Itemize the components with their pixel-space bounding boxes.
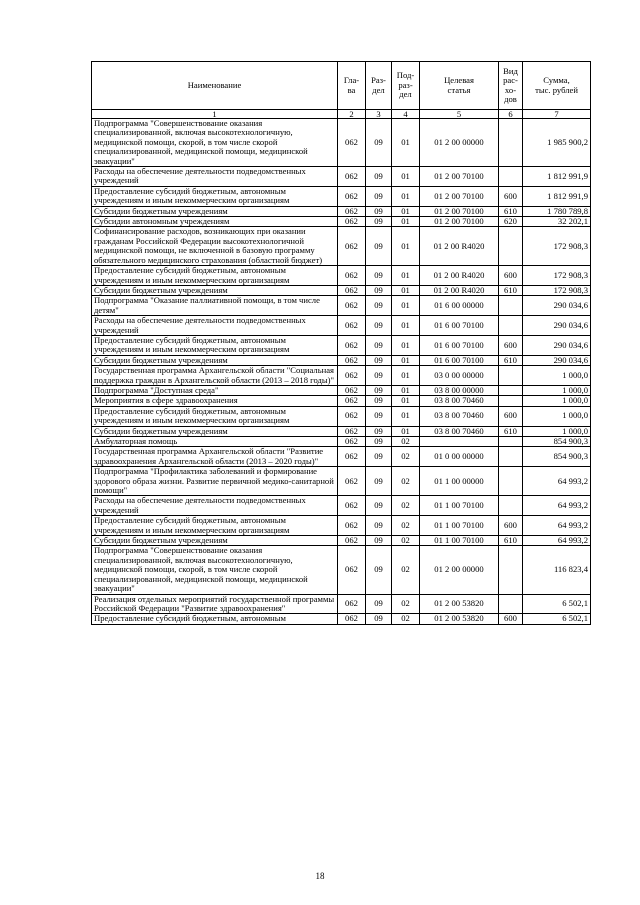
table-row bbox=[92, 355, 591, 365]
row-podrazdel: 02 bbox=[392, 536, 420, 546]
row-glava: 062 bbox=[338, 206, 366, 216]
row-sum: 116 823,4 bbox=[523, 546, 591, 594]
row-target: 01 6 00 70100 bbox=[420, 316, 499, 336]
row-razdel: 09 bbox=[366, 594, 392, 614]
row-glava: 062 bbox=[338, 285, 366, 295]
row-razdel: 09 bbox=[366, 186, 392, 206]
row-name: Субсидии бюджетным учреждениям bbox=[92, 285, 338, 295]
row-razdel: 09 bbox=[366, 227, 392, 266]
row-target: 03 8 00 00000 bbox=[420, 385, 499, 395]
row-sum: 1 000,0 bbox=[523, 385, 591, 395]
column-number: 6 bbox=[499, 110, 523, 119]
row-razdel: 09 bbox=[366, 355, 392, 365]
row-vid bbox=[499, 437, 523, 447]
row-name: Расходы на обеспечение деятельности подведомственных учреждений bbox=[92, 167, 338, 187]
row-target: 03 8 00 70460 bbox=[420, 426, 499, 436]
budget-table bbox=[91, 61, 591, 625]
column-number: 5 bbox=[420, 110, 499, 119]
row-vid: 600 bbox=[499, 335, 523, 355]
row-podrazdel: 01 bbox=[392, 355, 420, 365]
row-podrazdel: 01 bbox=[392, 217, 420, 227]
row-sum: 1 000,0 bbox=[523, 366, 591, 386]
row-podrazdel: 02 bbox=[392, 447, 420, 467]
row-sum: 1 000,0 bbox=[523, 426, 591, 436]
table-row bbox=[92, 227, 591, 266]
column-number: 7 bbox=[523, 110, 591, 119]
row-name: Реализация отдельных мероприятий государственной программы Российской Федерации "Развитие здравоохранения" bbox=[92, 594, 338, 614]
row-razdel: 09 bbox=[366, 516, 392, 536]
row-glava: 062 bbox=[338, 447, 366, 467]
row-sum: 64 993,2 bbox=[523, 516, 591, 536]
row-podrazdel: 01 bbox=[392, 206, 420, 216]
row-glava: 062 bbox=[338, 594, 366, 614]
row-sum: 64 993,2 bbox=[523, 467, 591, 496]
row-razdel: 09 bbox=[366, 296, 392, 316]
column-number: 4 bbox=[392, 110, 420, 119]
row-podrazdel: 01 bbox=[392, 186, 420, 206]
row-sum: 32 202,1 bbox=[523, 217, 591, 227]
row-podrazdel: 01 bbox=[392, 119, 420, 167]
row-razdel: 09 bbox=[366, 437, 392, 447]
row-name: Подпрограмма "Доступная среда" bbox=[92, 385, 338, 395]
table-row bbox=[92, 426, 591, 436]
row-vid: 600 bbox=[499, 266, 523, 286]
row-target: 01 6 00 00000 bbox=[420, 296, 499, 316]
row-glava: 062 bbox=[338, 296, 366, 316]
row-name: Софинансирование расходов, возникающих при оказании гражданам Российской Федерации высокотехнологичной медицинской помощи, не включенной в базовую программу обязательного медицинского страхования (областной бюджет) bbox=[92, 227, 338, 266]
row-podrazdel: 01 bbox=[392, 385, 420, 395]
table-row bbox=[92, 316, 591, 336]
row-name: Предоставление субсидий бюджетным, автономным учреждениям и иным некоммерческим организациям bbox=[92, 186, 338, 206]
row-name: Государственная программа Архангельской области "Социальная поддержка граждан в Архангельской области (2013 – 2018 годы)" bbox=[92, 366, 338, 386]
row-razdel: 09 bbox=[366, 546, 392, 594]
row-target: 01 1 00 70100 bbox=[420, 516, 499, 536]
row-name: Расходы на обеспечение деятельности подведомственных учреждений bbox=[92, 496, 338, 516]
row-razdel: 09 bbox=[366, 536, 392, 546]
row-target: 01 1 00 00000 bbox=[420, 467, 499, 496]
row-target: 01 2 00 R4020 bbox=[420, 285, 499, 295]
row-sum: 1 985 900,2 bbox=[523, 119, 591, 167]
row-name: Подпрограмма "Совершенствование оказания специализированной, включая высокотехнологичную, медицинской помощи, скорой, в том числе скорой специализированной, медицинской помощи, медицинской эвакуации" bbox=[92, 119, 338, 167]
row-name: Предоставление субсидий бюджетным, автономным учреждениям и иным некоммерческим организациям bbox=[92, 406, 338, 426]
row-target: 01 2 00 70100 bbox=[420, 186, 499, 206]
row-razdel: 09 bbox=[366, 396, 392, 406]
row-vid: 610 bbox=[499, 206, 523, 216]
row-target: 01 2 00 00000 bbox=[420, 119, 499, 167]
header-target: Целевая статья bbox=[420, 62, 499, 110]
row-glava: 062 bbox=[338, 186, 366, 206]
row-target: 01 2 00 70100 bbox=[420, 206, 499, 216]
row-podrazdel: 02 bbox=[392, 496, 420, 516]
row-target: 01 2 00 R4020 bbox=[420, 227, 499, 266]
row-razdel: 09 bbox=[366, 385, 392, 395]
row-razdel: 09 bbox=[366, 206, 392, 216]
row-vid: 610 bbox=[499, 355, 523, 365]
table-row bbox=[92, 437, 591, 447]
row-target: 01 2 00 70100 bbox=[420, 217, 499, 227]
row-vid: 600 bbox=[499, 516, 523, 536]
row-razdel: 09 bbox=[366, 447, 392, 467]
row-podrazdel: 01 bbox=[392, 316, 420, 336]
row-podrazdel: 02 bbox=[392, 467, 420, 496]
page-number: 18 bbox=[315, 871, 325, 881]
row-sum: 290 034,6 bbox=[523, 335, 591, 355]
table-row bbox=[92, 406, 591, 426]
header-podrazdel: Под- раз- дел bbox=[392, 62, 420, 110]
row-target: 01 1 00 70100 bbox=[420, 536, 499, 546]
header-vid: Вид рас- хо- дов bbox=[499, 62, 523, 110]
row-vid: 600 bbox=[499, 614, 523, 624]
table-row bbox=[92, 516, 591, 536]
row-podrazdel: 01 bbox=[392, 266, 420, 286]
row-podrazdel: 02 bbox=[392, 546, 420, 594]
row-podrazdel: 01 bbox=[392, 285, 420, 295]
row-razdel: 09 bbox=[366, 316, 392, 336]
row-sum: 1 000,0 bbox=[523, 406, 591, 426]
row-name: Субсидии бюджетным учреждениям bbox=[92, 426, 338, 436]
row-podrazdel: 01 bbox=[392, 426, 420, 436]
table-row bbox=[92, 546, 591, 594]
table-row bbox=[92, 385, 591, 395]
row-glava: 062 bbox=[338, 467, 366, 496]
row-glava: 062 bbox=[338, 335, 366, 355]
row-sum: 1 000,0 bbox=[523, 396, 591, 406]
table-row bbox=[92, 467, 591, 496]
header-sum: Сумма, тыс. рублей bbox=[523, 62, 591, 110]
row-glava: 062 bbox=[338, 366, 366, 386]
row-name: Предоставление субсидий бюджетным, автономным bbox=[92, 614, 338, 624]
row-glava: 062 bbox=[338, 385, 366, 395]
header-glava: Гла- ва bbox=[338, 62, 366, 110]
row-glava: 062 bbox=[338, 217, 366, 227]
row-glava: 062 bbox=[338, 426, 366, 436]
row-vid: 610 bbox=[499, 285, 523, 295]
row-razdel: 09 bbox=[366, 467, 392, 496]
row-vid: 610 bbox=[499, 426, 523, 436]
row-name: Расходы на обеспечение деятельности подведомственных учреждений bbox=[92, 316, 338, 336]
row-target: 03 8 00 70460 bbox=[420, 406, 499, 426]
row-razdel: 09 bbox=[366, 366, 392, 386]
row-name: Подпрограмма "Оказание паллиативной помощи, в том числе детям" bbox=[92, 296, 338, 316]
row-target: 03 8 00 70460 bbox=[420, 396, 499, 406]
row-sum: 1 812 991,9 bbox=[523, 186, 591, 206]
row-vid bbox=[499, 594, 523, 614]
row-vid bbox=[499, 396, 523, 406]
row-vid bbox=[499, 296, 523, 316]
row-glava: 062 bbox=[338, 355, 366, 365]
row-podrazdel: 01 bbox=[392, 167, 420, 187]
row-podrazdel: 02 bbox=[392, 594, 420, 614]
row-podrazdel: 01 bbox=[392, 227, 420, 266]
row-glava: 062 bbox=[338, 516, 366, 536]
row-vid: 620 bbox=[499, 217, 523, 227]
row-sum: 6 502,1 bbox=[523, 614, 591, 624]
row-sum: 172 908,3 bbox=[523, 285, 591, 295]
row-name: Субсидии бюджетным учреждениям bbox=[92, 536, 338, 546]
row-vid bbox=[499, 119, 523, 167]
row-target: 01 2 00 53820 bbox=[420, 614, 499, 624]
table-row bbox=[92, 614, 591, 624]
row-vid bbox=[499, 385, 523, 395]
column-number: 2 bbox=[338, 110, 366, 119]
row-glava: 062 bbox=[338, 167, 366, 187]
row-podrazdel: 01 bbox=[392, 396, 420, 406]
row-name: Субсидии бюджетным учреждениям bbox=[92, 355, 338, 365]
row-vid: 600 bbox=[499, 186, 523, 206]
row-vid bbox=[499, 447, 523, 467]
row-target: 01 2 00 70100 bbox=[420, 167, 499, 187]
table-row bbox=[92, 206, 591, 216]
row-sum: 1 812 991,9 bbox=[523, 167, 591, 187]
row-vid bbox=[499, 467, 523, 496]
table-row bbox=[92, 447, 591, 467]
table-row bbox=[92, 266, 591, 286]
row-glava: 062 bbox=[338, 396, 366, 406]
row-glava: 062 bbox=[338, 546, 366, 594]
table-row bbox=[92, 285, 591, 295]
table-header-row bbox=[92, 62, 591, 110]
row-name: Предоставление субсидий бюджетным, автономным учреждениям и иным некоммерческим организациям bbox=[92, 335, 338, 355]
row-sum: 6 502,1 bbox=[523, 594, 591, 614]
row-sum: 64 993,2 bbox=[523, 496, 591, 516]
row-vid bbox=[499, 366, 523, 386]
row-vid: 600 bbox=[499, 406, 523, 426]
row-name: Субсидии бюджетным учреждениям bbox=[92, 206, 338, 216]
row-glava: 062 bbox=[338, 266, 366, 286]
row-razdel: 09 bbox=[366, 285, 392, 295]
row-razdel: 09 bbox=[366, 335, 392, 355]
row-target: 01 2 00 53820 bbox=[420, 594, 499, 614]
row-razdel: 09 bbox=[366, 614, 392, 624]
row-glava: 062 bbox=[338, 496, 366, 516]
row-sum: 64 993,2 bbox=[523, 536, 591, 546]
row-razdel: 09 bbox=[366, 266, 392, 286]
table-row bbox=[92, 496, 591, 516]
row-name: Мероприятия в сфере здравоохранения bbox=[92, 396, 338, 406]
row-vid bbox=[499, 546, 523, 594]
column-number: 3 bbox=[366, 110, 392, 119]
row-target: 01 6 00 70100 bbox=[420, 335, 499, 355]
header-name: Наименование bbox=[92, 62, 338, 110]
row-name: Подпрограмма "Профилактика заболеваний и формирование здорового образа жизни. Развитие первичной медико-санитарной помощи" bbox=[92, 467, 338, 496]
row-sum: 290 034,6 bbox=[523, 355, 591, 365]
row-target: 03 0 00 00000 bbox=[420, 366, 499, 386]
row-podrazdel: 01 bbox=[392, 406, 420, 426]
row-podrazdel: 01 bbox=[392, 296, 420, 316]
row-razdel: 09 bbox=[366, 217, 392, 227]
row-sum: 290 034,6 bbox=[523, 296, 591, 316]
row-razdel: 09 bbox=[366, 426, 392, 436]
row-glava: 062 bbox=[338, 119, 366, 167]
row-sum: 854 900,3 bbox=[523, 437, 591, 447]
row-glava: 062 bbox=[338, 536, 366, 546]
table-row bbox=[92, 335, 591, 355]
row-podrazdel: 01 bbox=[392, 335, 420, 355]
table-row bbox=[92, 296, 591, 316]
row-podrazdel: 02 bbox=[392, 614, 420, 624]
row-podrazdel: 02 bbox=[392, 437, 420, 447]
row-podrazdel: 01 bbox=[392, 366, 420, 386]
row-razdel: 09 bbox=[366, 167, 392, 187]
row-razdel: 09 bbox=[366, 119, 392, 167]
row-name: Подпрограмма "Совершенствование оказания специализированной, включая высокотехнологичную, медицинской помощи, скорой, в том числе скорой специализированной, медицинской помощи, медицинской эвакуации" bbox=[92, 546, 338, 594]
row-glava: 062 bbox=[338, 227, 366, 266]
row-name: Субсидии автономным учреждениям bbox=[92, 217, 338, 227]
row-sum: 290 034,6 bbox=[523, 316, 591, 336]
row-vid bbox=[499, 167, 523, 187]
row-glava: 062 bbox=[338, 437, 366, 447]
table-row bbox=[92, 536, 591, 546]
row-target: 01 1 00 70100 bbox=[420, 496, 499, 516]
row-sum: 854 900,3 bbox=[523, 447, 591, 467]
column-number: 1 bbox=[92, 110, 338, 119]
row-glava: 062 bbox=[338, 316, 366, 336]
row-podrazdel: 02 bbox=[392, 516, 420, 536]
row-vid bbox=[499, 496, 523, 516]
row-target: 01 2 00 00000 bbox=[420, 546, 499, 594]
row-vid bbox=[499, 227, 523, 266]
table-row bbox=[92, 119, 591, 167]
row-target bbox=[420, 437, 499, 447]
table-row bbox=[92, 167, 591, 187]
table-row bbox=[92, 217, 591, 227]
table-body bbox=[92, 119, 591, 625]
table-row bbox=[92, 366, 591, 386]
row-target: 01 2 00 R4020 bbox=[420, 266, 499, 286]
row-glava: 062 bbox=[338, 406, 366, 426]
row-name: Предоставление субсидий бюджетным, автономным учреждениям и иным некоммерческим организациям bbox=[92, 516, 338, 536]
row-target: 01 6 00 70100 bbox=[420, 355, 499, 365]
row-vid: 610 bbox=[499, 536, 523, 546]
row-razdel: 09 bbox=[366, 406, 392, 426]
row-vid bbox=[499, 316, 523, 336]
row-sum: 172 908,3 bbox=[523, 266, 591, 286]
table-row bbox=[92, 396, 591, 406]
row-sum: 1 780 789,8 bbox=[523, 206, 591, 216]
row-name: Предоставление субсидий бюджетным, автономным учреждениям и иным некоммерческим организациям bbox=[92, 266, 338, 286]
row-razdel: 09 bbox=[366, 496, 392, 516]
row-glava: 062 bbox=[338, 614, 366, 624]
row-name: Амбулаторная помощь bbox=[92, 437, 338, 447]
header-razdel: Раз- дел bbox=[366, 62, 392, 110]
table-row bbox=[92, 594, 591, 614]
row-sum: 172 908,3 bbox=[523, 227, 591, 266]
row-name: Государственная программа Архангельской области "Развитие здравоохранения Архангельской области (2013 – 2020 годы)" bbox=[92, 447, 338, 467]
table-row bbox=[92, 186, 591, 206]
row-target: 01 0 00 00000 bbox=[420, 447, 499, 467]
